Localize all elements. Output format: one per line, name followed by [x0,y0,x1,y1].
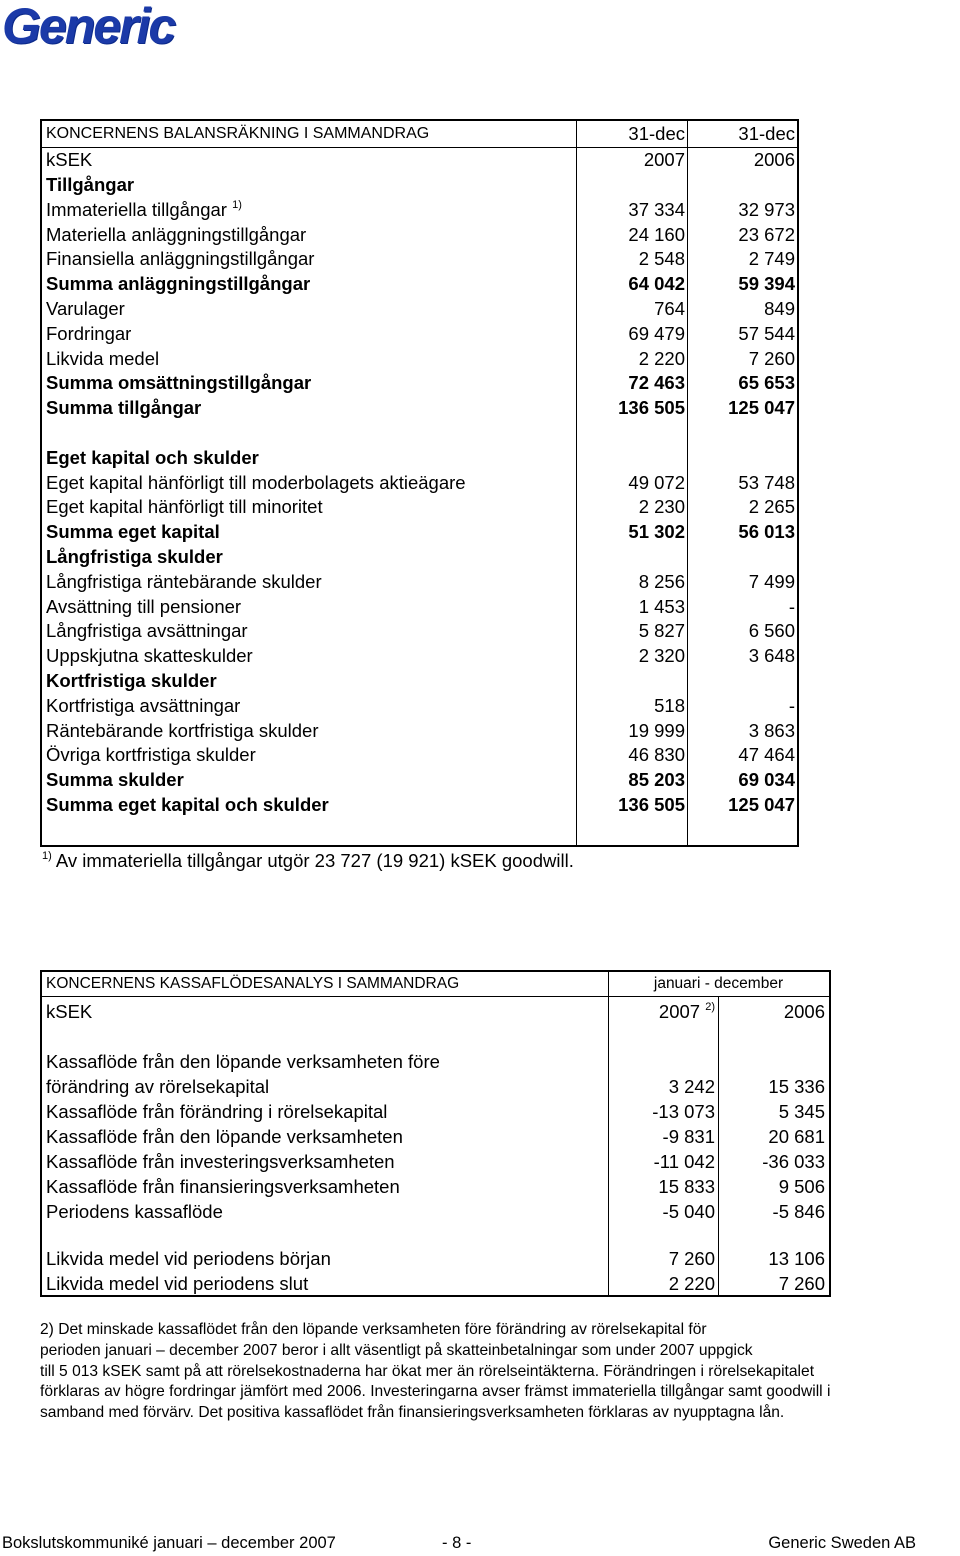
row-label [46,520,220,544]
row-label [46,371,311,395]
footnote-text: Av immateriella tillgångar utgör 23 727 (19 921) kSEK goodwill. [55,850,574,871]
year1-sup: 2) [705,1001,715,1013]
value-2007: -11 042 [653,1151,715,1172]
row-label [46,669,217,693]
table-row [42,223,797,247]
row-label [46,545,223,569]
row-label-text: Summa omsättningstillgångar [46,372,312,394]
value-2006: 3 648 [748,645,795,667]
value-2007: 64 042 [628,273,685,295]
table-row [42,1100,829,1124]
note-line: perioden januari – december 2007 beror i allt väsentligt på skatteinbetalningar som under 2007 uppgick [40,1341,753,1359]
row-label [46,570,322,594]
value-2006: 2 749 [748,248,795,270]
table-row [42,644,797,668]
value-2006: 15 336 [768,1076,825,1097]
value-2006: 125 047 [728,794,795,815]
table-row [42,347,797,371]
value-2007: 72 463 [628,372,685,394]
value-2006: 5 345 [778,1101,825,1122]
row-label [46,347,159,371]
table-row [42,1125,829,1149]
note-line: till 5 013 kSEK samt på att rörelsekostnaderna har ökat mer än rörelseintäkterna. Förändringen i rörelsekapitalet [40,1362,815,1380]
row-label [46,198,242,222]
value-2007: 2 220 [668,1273,715,1294]
value-2006: 849 [764,298,795,319]
value-2007: 2 548 [638,248,685,270]
row-label [46,471,466,495]
value-2006: 56 013 [738,521,795,543]
header-divider [42,996,829,997]
row-label [46,272,310,296]
row-label: förändring av rörelsekapital [46,1076,270,1097]
footer-right: Generic Sweden AB [768,1534,916,1552]
value-2006: 9 506 [778,1176,825,1197]
row-label [46,173,134,197]
footnote-ref: 1) [232,198,242,211]
row-label-text: Övriga kortfristiga skulder [46,744,256,766]
value-2007: 518 [654,694,685,716]
balance-title: KONCERNENS BALANSRÄKNING I SAMMANDRAG [46,125,430,142]
table-row [42,719,797,743]
table-row [42,1247,829,1271]
value-2007: -9 831 [662,1126,715,1147]
row-label [46,247,314,271]
value-2006: 20 681 [768,1126,825,1147]
table-row [42,694,797,718]
table-row [42,198,797,222]
value-2006: 13 106 [768,1248,825,1269]
cashflow-title: KONCERNENS KASSAFLÖDESANALYS I SAMMANDRAG [46,975,460,992]
row-label [46,446,259,470]
row-label-text: Uppskjutna skatteskulder [46,645,253,667]
value-2006: 57 544 [738,322,795,344]
row-label-text: Varulager [46,298,125,319]
balance-title-row [42,122,797,146]
row-label-text: Finansiella anläggningstillgångar [46,248,315,270]
value-2007: 24 160 [628,223,685,245]
footer-page-number: - 8 - [442,1534,472,1552]
value-2006: 32 973 [738,198,795,220]
table-row [42,247,797,271]
table-row [42,322,797,346]
row-label [46,396,201,420]
table-row [42,1200,829,1224]
value-2007: 15 833 [658,1176,715,1197]
value-2007: 7 260 [668,1248,715,1269]
value-2007: 1 453 [638,595,685,617]
cashflow-title-row [42,972,829,996]
table-row [42,793,797,817]
row-label [46,297,125,321]
year1: 2007 [658,1001,701,1022]
value-2007: 85 203 [628,769,685,791]
balance-sheet-table [40,119,799,847]
value-2006: 53 748 [738,471,795,493]
row-label: Kassaflöde från den löpande verksamheten [46,1126,403,1147]
table-row [42,545,797,569]
table-row [42,1175,829,1199]
table-row [42,619,797,643]
row-label-text: Eget kapital och skulder [46,446,259,468]
table-row [42,1075,829,1099]
value-2006: 3 863 [748,719,795,741]
company-logo: Generic [2,0,175,54]
table-row [42,743,797,767]
value-2006: 59 394 [738,273,795,295]
table-row [42,768,797,792]
table-row [42,297,797,321]
table-row [42,570,797,594]
value-2007: 136 505 [618,397,685,419]
value-2006: 65 653 [738,372,795,394]
note-line: förklaras av högre fordringar jämfört med 2006. Investeringarna avser främst immateriella tillgångar samt goodwill i [40,1383,831,1401]
row-label-text: Summa tillgångar [46,397,202,419]
table-row [42,471,797,495]
footer-left: Bokslutskommuniké januari – december 2007 [2,1534,336,1552]
col1-head: 31-dec [628,123,685,144]
row-label-text: Kortfristiga skulder [46,670,217,691]
row-label-text: Eget kapital hänförligt till moderbolagets aktieägare [46,471,466,493]
value-2006: - [788,595,795,617]
row-label [46,322,131,346]
row-label: Kassaflöde från finansieringsverksamheten [46,1176,400,1197]
value-2007: 2 230 [638,496,685,518]
note-2 [40,1320,960,1424]
value-2007: 8 256 [638,570,685,592]
unit-label: kSEK [46,1001,93,1022]
row-label [46,619,248,643]
table-row [42,595,797,619]
value-2006: 47 464 [738,744,795,766]
table-row [42,669,797,693]
cashflow-year-row [42,1000,829,1024]
note-line: samband med förvärv. Det positiva kassaflödet från finansieringsverksamheten förklaras av nyupptagna lån. [40,1404,785,1422]
value-2006: 23 672 [738,223,795,245]
row-label [46,595,241,619]
value-2007: 49 072 [628,471,685,493]
table-row [42,495,797,519]
row-label: Likvida medel vid periodens början [46,1248,331,1269]
year2: 2006 [753,149,795,170]
value-2006: - [788,694,795,716]
row-label [46,644,253,668]
year2: 2006 [783,1001,825,1022]
value-2007: 2 220 [638,347,685,369]
row-label-text: Summa eget kapital och skulder [46,794,329,815]
row-label [46,793,329,817]
row-label-text: Fordringar [46,322,132,344]
footnote-1 [42,850,574,872]
table-row [42,1150,829,1174]
value-2006: 2 265 [748,496,795,518]
col2-head: 31-dec [738,123,795,144]
value-2007: 136 505 [618,794,685,815]
value-2006: 69 034 [738,769,795,791]
value-2007: 2 320 [638,645,685,667]
value-2006: 7 260 [778,1273,825,1294]
value-2006: 6 560 [748,620,795,642]
row-label: Kassaflöde från investeringsverksamheten [46,1151,395,1172]
row-label-text: Avsättning till pensioner [46,595,242,617]
row-label: Kassaflöde från förändring i rörelsekapital [46,1101,388,1122]
value-2007: 46 830 [628,744,685,766]
row-label-text: Materiella anläggningstillgångar [46,223,307,245]
value-2007: 37 334 [628,198,685,220]
row-label: Periodens kassaflöde [46,1201,223,1222]
value-2007: -13 073 [652,1101,715,1122]
value-2007: 5 827 [638,620,685,642]
value-2007: -5 040 [662,1201,715,1222]
row-label-text: Summa anläggningstillgångar [46,273,311,295]
row-label-text: Summa skulder [46,769,184,791]
row-label-text: Summa eget kapital [46,521,220,543]
value-2006: 125 047 [728,397,795,419]
table-row [42,520,797,544]
value-2007: 764 [654,298,685,319]
table-row [42,272,797,296]
table-row [42,371,797,395]
row-label [46,743,256,767]
row-label-text: Långfristiga räntebärande skulder [46,570,322,592]
value-2007: 69 479 [628,322,685,344]
value-2007: 19 999 [628,719,685,741]
value-2006: -36 033 [762,1151,825,1172]
year1: 2007 [643,149,685,170]
row-label [46,694,240,718]
table-row [42,396,797,420]
table-row [42,1050,829,1074]
footnote-mark: 1) [42,850,52,862]
note-line: 2) Det minskade kassaflödet från den löpande verksamheten före förändring av rörelsekapital för [40,1321,707,1338]
value-2006: -5 846 [772,1201,825,1222]
table-row [42,421,797,445]
row-label [46,223,306,247]
row-label-text: Likvida medel [46,347,160,369]
value-2007: 3 242 [668,1076,715,1097]
row-label: Likvida medel vid periodens slut [46,1273,309,1294]
balance-year-row [42,148,797,172]
table-row [42,1272,829,1296]
row-label [46,719,319,743]
row-label-text: Tillgångar [46,174,135,195]
row-label [46,495,323,519]
row-label-text: Räntebärande kortfristiga skulder [46,719,319,741]
row-label-text: Långfristiga skulder [46,546,223,567]
year1-cell [659,1000,715,1024]
row-label-text: Eget kapital hänförligt till minoritet [46,496,323,518]
row-label-text: Kortfristiga avsättningar [46,694,241,716]
row-label-text: Immateriella tillgångar [46,198,227,220]
value-2006: 7 499 [748,570,795,592]
value-2006: 7 260 [748,347,795,369]
row-label [46,768,184,792]
row-label: Kassaflöde från den löpande verksamheten före [46,1051,440,1072]
table-row [42,446,797,470]
cashflow-table [40,970,831,1297]
table-row [42,173,797,197]
unit-label: kSEK [46,149,93,170]
row-label-text: Långfristiga avsättningar [46,620,248,642]
value-2007: 51 302 [628,521,685,543]
period-label: januari - december [653,975,784,992]
